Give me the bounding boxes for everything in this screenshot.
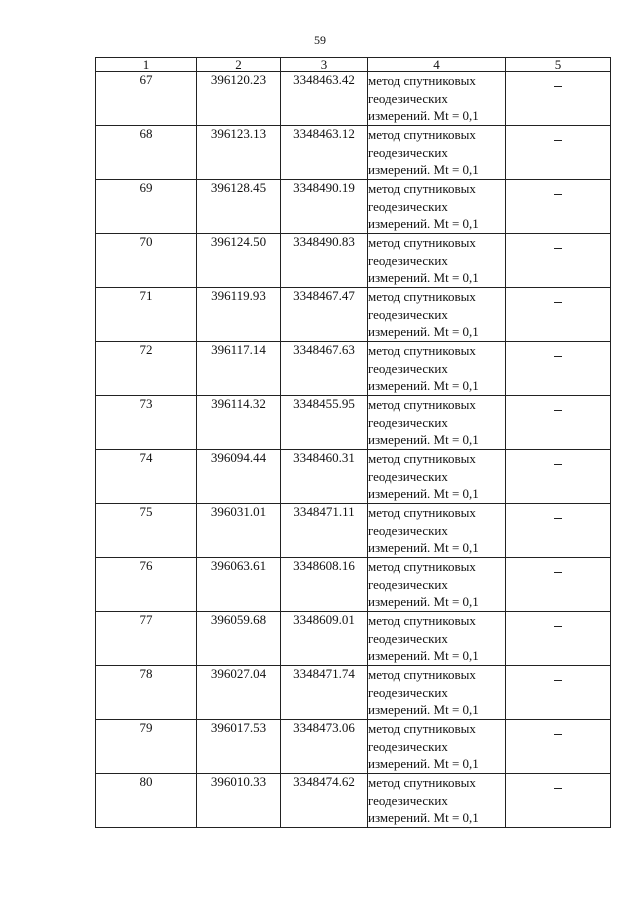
note-cell bbox=[506, 720, 611, 774]
method-line: метод спутниковых bbox=[368, 721, 476, 736]
dash-mark bbox=[554, 302, 562, 303]
coordinate-x-cell: 396059.68 bbox=[197, 612, 281, 666]
note-cell bbox=[506, 504, 611, 558]
coordinates-table bbox=[95, 57, 611, 828]
table-row bbox=[96, 774, 611, 828]
point-number-cell: 75 bbox=[96, 504, 197, 558]
table-row bbox=[96, 234, 611, 288]
table-row bbox=[96, 288, 611, 342]
dash-mark bbox=[554, 248, 562, 249]
method-line: геодезических bbox=[368, 468, 448, 484]
note-cell bbox=[506, 396, 611, 450]
method-line: измерений. Mt = 0,1 bbox=[368, 324, 479, 339]
coordinate-y-cell: 3348473.06 bbox=[281, 720, 368, 774]
table-row bbox=[96, 666, 611, 720]
method-line: геодезических bbox=[368, 360, 448, 376]
coordinate-x-cell: 396063.61 bbox=[197, 558, 281, 612]
dash-mark bbox=[554, 734, 562, 735]
point-number-cell: 70 bbox=[96, 234, 197, 288]
method-line: геодезических bbox=[368, 738, 448, 754]
note-cell bbox=[506, 126, 611, 180]
method-line: геодезических bbox=[368, 144, 448, 160]
method-line: измерений. Mt = 0,1 bbox=[368, 270, 479, 285]
dash-mark bbox=[554, 626, 562, 627]
method-line: геодезических bbox=[368, 198, 448, 214]
method-line: измерений. Mt = 0,1 bbox=[368, 108, 479, 123]
column-header-5: 5 bbox=[506, 58, 611, 72]
dash-mark bbox=[554, 140, 562, 141]
point-number-cell: 79 bbox=[96, 720, 197, 774]
coordinate-y-cell: 3348474.62 bbox=[281, 774, 368, 828]
method-line: метод спутниковых bbox=[368, 289, 476, 304]
note-cell bbox=[506, 72, 611, 126]
method-cell bbox=[368, 72, 506, 126]
method-cell bbox=[368, 612, 506, 666]
table-row bbox=[96, 72, 611, 126]
coordinate-y-cell: 3348455.95 bbox=[281, 396, 368, 450]
coordinate-x-cell: 396094.44 bbox=[197, 450, 281, 504]
coordinate-y-cell: 3348490.19 bbox=[281, 180, 368, 234]
method-line: метод спутниковых bbox=[368, 667, 476, 682]
table-row bbox=[96, 450, 611, 504]
table-row bbox=[96, 180, 611, 234]
coordinate-y-cell: 3348471.74 bbox=[281, 666, 368, 720]
point-number-cell: 68 bbox=[96, 126, 197, 180]
note-cell bbox=[506, 288, 611, 342]
dash-mark bbox=[554, 86, 562, 87]
coordinate-y-cell: 3348463.12 bbox=[281, 126, 368, 180]
point-number-cell: 76 bbox=[96, 558, 197, 612]
point-number-cell: 78 bbox=[96, 666, 197, 720]
method-line: метод спутниковых bbox=[368, 127, 476, 142]
table-row bbox=[96, 558, 611, 612]
note-cell bbox=[506, 450, 611, 504]
dash-mark bbox=[554, 194, 562, 195]
method-line: метод спутниковых bbox=[368, 559, 476, 574]
coordinate-y-cell: 3348463.42 bbox=[281, 72, 368, 126]
method-line: геодезических bbox=[368, 792, 448, 808]
point-number-cell: 80 bbox=[96, 774, 197, 828]
coordinate-x-cell: 396123.13 bbox=[197, 126, 281, 180]
method-line: метод спутниковых bbox=[368, 451, 476, 466]
method-line: метод спутниковых bbox=[368, 397, 476, 412]
method-line: геодезических bbox=[368, 414, 448, 430]
method-line: измерений. Mt = 0,1 bbox=[368, 486, 479, 501]
method-line: измерений. Mt = 0,1 bbox=[368, 594, 479, 609]
coordinate-y-cell: 3348609.01 bbox=[281, 612, 368, 666]
method-cell bbox=[368, 450, 506, 504]
method-cell bbox=[368, 558, 506, 612]
table-row bbox=[96, 612, 611, 666]
method-line: измерений. Mt = 0,1 bbox=[368, 810, 479, 825]
page-number: 59 bbox=[314, 33, 326, 47]
coordinate-y-cell: 3348490.83 bbox=[281, 234, 368, 288]
dash-mark bbox=[554, 464, 562, 465]
method-line: измерений. Mt = 0,1 bbox=[368, 702, 479, 717]
method-line: измерений. Mt = 0,1 bbox=[368, 756, 479, 771]
method-cell bbox=[368, 774, 506, 828]
table-row bbox=[96, 126, 611, 180]
coordinate-x-cell: 396031.01 bbox=[197, 504, 281, 558]
point-number-cell: 77 bbox=[96, 612, 197, 666]
dash-mark bbox=[554, 518, 562, 519]
method-line: геодезических bbox=[368, 684, 448, 700]
point-number-cell: 69 bbox=[96, 180, 197, 234]
method-line: измерений. Mt = 0,1 bbox=[368, 648, 479, 663]
column-header-3: 3 bbox=[281, 58, 368, 72]
dash-mark bbox=[554, 572, 562, 573]
method-line: метод спутниковых bbox=[368, 505, 476, 520]
table-row bbox=[96, 342, 611, 396]
note-cell bbox=[506, 774, 611, 828]
method-line: метод спутниковых bbox=[368, 613, 476, 628]
method-line: измерений. Mt = 0,1 bbox=[368, 540, 479, 555]
coordinate-x-cell: 396119.93 bbox=[197, 288, 281, 342]
note-cell bbox=[506, 666, 611, 720]
coordinate-x-cell: 396124.50 bbox=[197, 234, 281, 288]
method-cell bbox=[368, 342, 506, 396]
coordinate-y-cell: 3348471.11 bbox=[281, 504, 368, 558]
method-line: геодезических bbox=[368, 522, 448, 538]
point-number-cell: 73 bbox=[96, 396, 197, 450]
method-cell bbox=[368, 504, 506, 558]
note-cell bbox=[506, 234, 611, 288]
point-number-cell: 74 bbox=[96, 450, 197, 504]
coordinate-x-cell: 396114.32 bbox=[197, 396, 281, 450]
method-line: геодезических bbox=[368, 252, 448, 268]
method-line: геодезических bbox=[368, 306, 448, 322]
method-cell bbox=[368, 234, 506, 288]
table-header-row bbox=[96, 58, 611, 72]
method-line: геодезических bbox=[368, 576, 448, 592]
note-cell bbox=[506, 180, 611, 234]
coordinate-x-cell: 396117.14 bbox=[197, 342, 281, 396]
coordinate-x-cell: 396027.04 bbox=[197, 666, 281, 720]
column-header-2: 2 bbox=[197, 58, 281, 72]
table-row bbox=[96, 504, 611, 558]
method-line: геодезических bbox=[368, 90, 448, 106]
point-number-cell: 71 bbox=[96, 288, 197, 342]
point-number-cell: 67 bbox=[96, 72, 197, 126]
coordinate-x-cell: 396120.23 bbox=[197, 72, 281, 126]
method-line: измерений. Mt = 0,1 bbox=[368, 162, 479, 177]
method-cell bbox=[368, 666, 506, 720]
dash-mark bbox=[554, 356, 562, 357]
coordinate-y-cell: 3348467.47 bbox=[281, 288, 368, 342]
note-cell bbox=[506, 558, 611, 612]
coordinate-x-cell: 396010.33 bbox=[197, 774, 281, 828]
method-line: метод спутниковых bbox=[368, 73, 476, 88]
method-line: метод спутниковых bbox=[368, 235, 476, 250]
column-header-4: 4 bbox=[368, 58, 506, 72]
coordinate-y-cell: 3348467.63 bbox=[281, 342, 368, 396]
dash-mark bbox=[554, 410, 562, 411]
table-row bbox=[96, 720, 611, 774]
method-line: метод спутниковых bbox=[368, 775, 476, 790]
coordinate-y-cell: 3348608.16 bbox=[281, 558, 368, 612]
coordinate-y-cell: 3348460.31 bbox=[281, 450, 368, 504]
method-line: метод спутниковых bbox=[368, 181, 476, 196]
column-header-1: 1 bbox=[96, 58, 197, 72]
method-line: геодезических bbox=[368, 630, 448, 646]
method-cell bbox=[368, 126, 506, 180]
method-line: измерений. Mt = 0,1 bbox=[368, 216, 479, 231]
dash-mark bbox=[554, 788, 562, 789]
method-cell bbox=[368, 288, 506, 342]
method-cell bbox=[368, 720, 506, 774]
note-cell bbox=[506, 612, 611, 666]
note-cell bbox=[506, 342, 611, 396]
method-cell bbox=[368, 396, 506, 450]
table-row bbox=[96, 396, 611, 450]
method-line: метод спутниковых bbox=[368, 343, 476, 358]
coordinate-x-cell: 396017.53 bbox=[197, 720, 281, 774]
point-number-cell: 72 bbox=[96, 342, 197, 396]
method-cell bbox=[368, 180, 506, 234]
method-line: измерений. Mt = 0,1 bbox=[368, 378, 479, 393]
coordinate-x-cell: 396128.45 bbox=[197, 180, 281, 234]
method-line: измерений. Mt = 0,1 bbox=[368, 432, 479, 447]
dash-mark bbox=[554, 680, 562, 681]
